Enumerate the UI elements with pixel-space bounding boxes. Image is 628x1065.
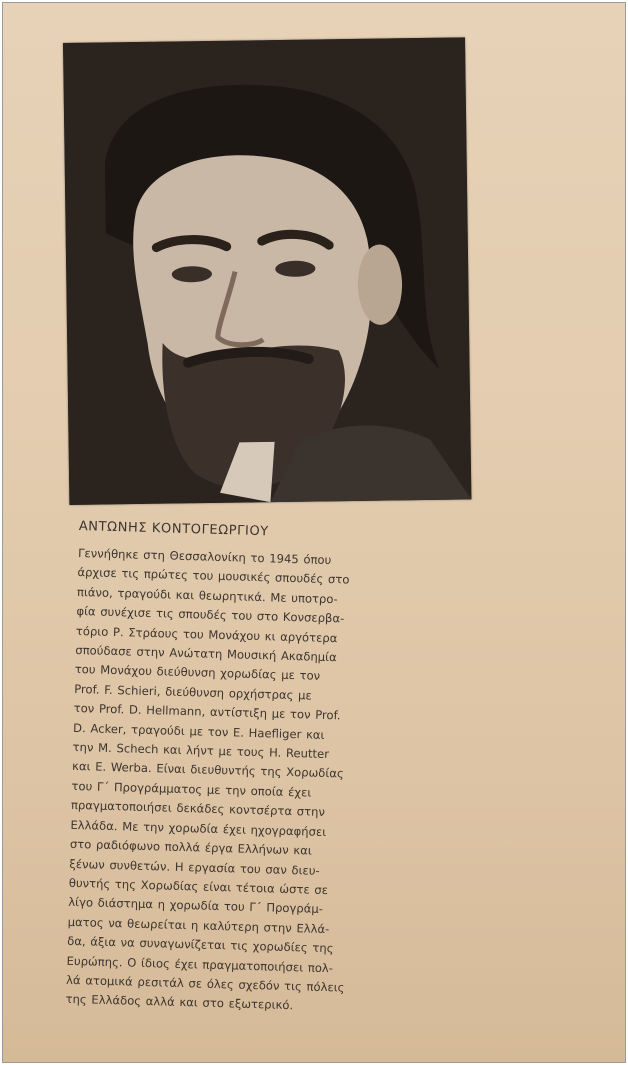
bio-line: φία συνέχισε τις σπουδές του στο Κονσερβα- xyxy=(76,604,345,626)
bio-line: Prof. F. Schieri, διεύθυνση ορχήστρας με xyxy=(74,681,312,703)
bio-line: δα, άξια να συναγωνίζεται τις χορωδίες της xyxy=(67,933,334,956)
bio-line: τον Prof. D. Hellmann, αντίστιξη με τον Prof. xyxy=(73,701,341,723)
bio-line: λά ατομικά ρεσιτάλ σε όλες σχεδόν τις πόλεις xyxy=(65,972,345,995)
bio-line: πιάνο, τραγούδι και θεωρητικά. Με υποτρο- xyxy=(76,584,338,607)
bio-line: Ελλάδα. Με την χορωδία έχει ηχογραφήσει xyxy=(70,817,327,839)
bio-line: άρχισε τις πρώτες του μουσικές σπουδές στο xyxy=(77,565,350,587)
bio-line: Ευρώπης. Ο ίδιος έχει πραγματοποιήσει πολ- xyxy=(66,953,334,975)
bio-line: σπούδασε στην Ανώτατη Μουσική Ακαδημία xyxy=(75,642,337,665)
bio-line: και E. Werba. Είναι διευθυντής της Χορωδίας xyxy=(71,759,344,781)
bio-line: πραγματοποιήσει δεκάδες κοντσέρτα στην xyxy=(70,798,326,820)
bio-line: ξένων συνθετών. Η εργασία του σαν διευ- xyxy=(69,856,320,878)
bio-line: λίγο διάστημα η χορωδία του Γ΄ Προγράμ- xyxy=(68,895,324,917)
person-name-heading: ΑΝΤΩΝΗΣ ΚΟΝΤΟΓΕΩΡΓΙΟΥ xyxy=(78,519,270,540)
bio-line: του Μονάχου διεύθυνση χορωδίας με τον xyxy=(74,662,321,684)
bio-line: D. Acker, τραγούδι με τον E. Haefliger και xyxy=(72,720,325,742)
portrait-icon xyxy=(63,37,471,505)
bio-line: θυντής της Χορωδίας είναι τέτοια ώστε σε xyxy=(68,875,329,898)
bio-line: του Γ΄ Προγράμματος με την οποία έχει xyxy=(71,778,312,800)
portrait-photo xyxy=(63,37,471,505)
bio-line: στο ραδιόφωνο πολλά έργα Ελλήνων και xyxy=(69,836,312,858)
biography-text xyxy=(65,544,490,1021)
bio-line: της Ελλάδος αλλά και στο εξωτερικό. xyxy=(65,992,294,1013)
bio-line: τόριο Ρ. Στράους του Μονάχου κι αργότερα xyxy=(75,623,338,645)
page-frame xyxy=(2,2,626,1063)
bio-line: Γεννήθηκε στη Θεσσαλονίκη το 1945 όπου xyxy=(77,545,332,568)
bio-line: την M. Schech και λήντ με τους H. Reutter xyxy=(72,739,330,762)
bio-line: ματος να θεωρείται η καλύτερη στην Ελλά- xyxy=(67,914,330,936)
biography-caption xyxy=(65,519,491,1021)
